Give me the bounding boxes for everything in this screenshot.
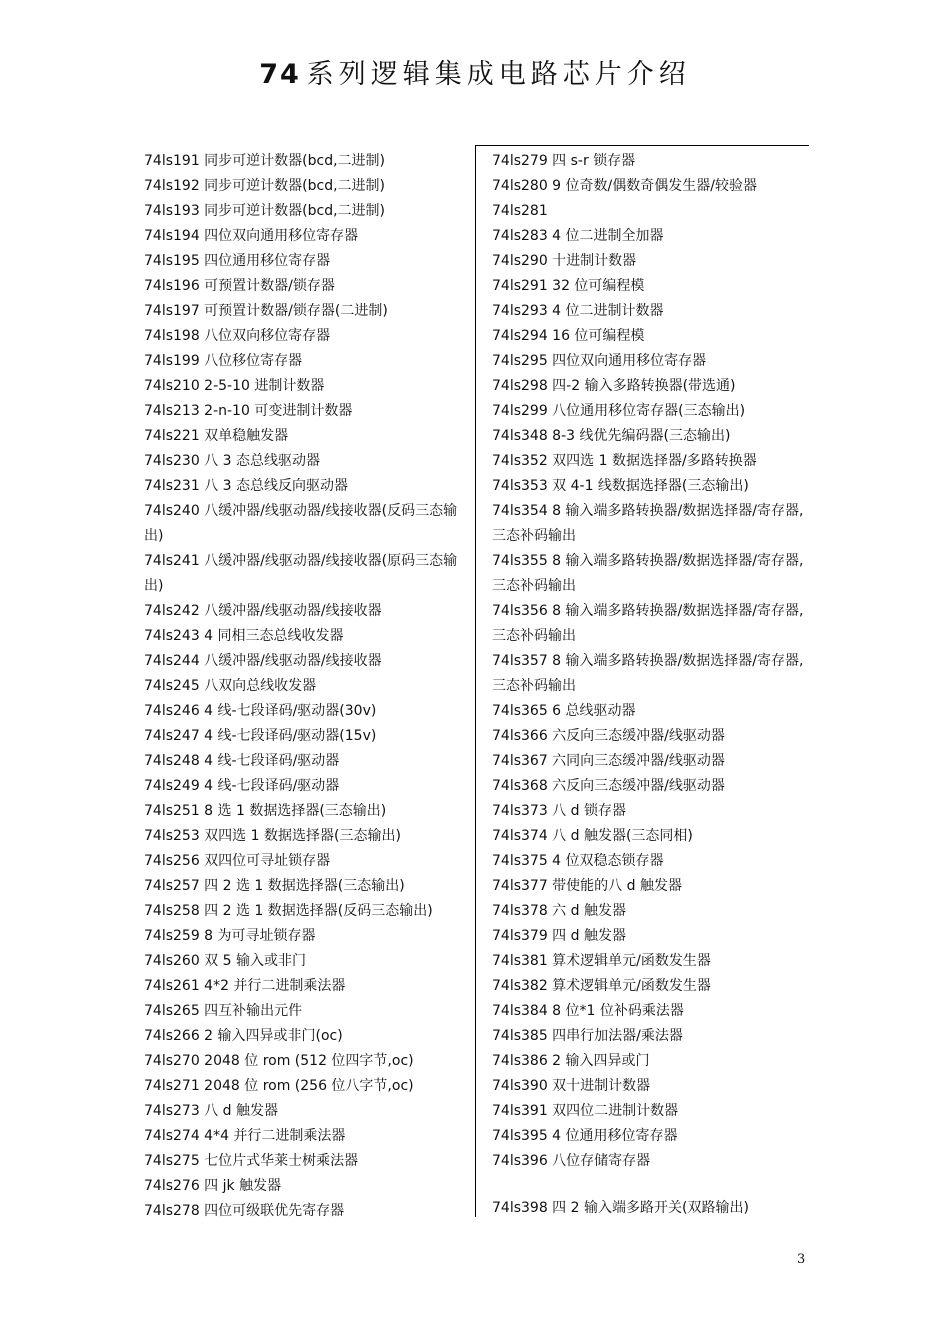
list-item: 74ls221 双单稳触发器 — [144, 428, 289, 444]
list-item: 74ls391 双四位二进制计数器 — [492, 1103, 679, 1119]
list-item: 74ls257 四 2 选 1 数据选择器(三态输出) — [144, 878, 405, 894]
list-item: 74ls241 八缓冲器/线驱动器/线接收器(原码三态输出) — [144, 553, 458, 594]
list-item: 74ls191 同步可逆计数器(bcd,二进制) — [144, 153, 386, 169]
title-text: 系列逻辑集成电路芯片介绍 — [306, 59, 691, 90]
list-item: 74ls366 六反向三态缓冲器/线驱动器 — [492, 728, 725, 744]
list-item: 74ls375 4 位双稳态锁存器 — [492, 853, 664, 869]
list-item: 74ls299 八位通用移位寄存器(三态输出) — [492, 403, 746, 419]
list-item: 74ls230 八 3 态总线驱动器 — [144, 453, 320, 469]
list-item: 74ls242 八缓冲器/线驱动器/线接收器 — [144, 603, 382, 619]
list-item: 74ls196 可预置计数器/锁存器 — [144, 278, 335, 294]
list-item: 74ls194 四位双向通用移位寄存器 — [144, 228, 359, 244]
list-item: 74ls231 八 3 态总线反向驱动器 — [144, 478, 348, 494]
list-item: 74ls373 八 d 锁存器 — [492, 803, 626, 819]
list-item: 74ls271 2048 位 rom (256 位八字节,oc) — [144, 1078, 414, 1094]
list-item: 74ls365 6 总线驱动器 — [492, 703, 636, 719]
list-item: 74ls273 八 d 触发器 — [144, 1103, 278, 1119]
list-item: 74ls274 4*4 并行二进制乘法器 — [144, 1128, 346, 1144]
list-item: 74ls395 4 位通用移位寄存器 — [492, 1128, 678, 1144]
list-item: 74ls193 同步可逆计数器(bcd,二进制) — [144, 203, 386, 219]
list-item: 74ls374 八 d 触发器(三态同相) — [492, 828, 693, 844]
list-item: 74ls249 4 线-七段译码/驱动器 — [144, 778, 340, 794]
list-item: 74ls357 8 输入端多路转换器/数据选择器/寄存器,三态补码输出 — [492, 653, 804, 694]
list-item: 74ls251 8 选 1 数据选择器(三态输出) — [144, 803, 387, 819]
list-item: 74ls245 八双向总线收发器 — [144, 678, 317, 694]
list-item: 74ls295 四位双向通用移位寄存器 — [492, 353, 707, 369]
list-item: 74ls368 六反向三态缓冲器/线驱动器 — [492, 778, 725, 794]
list-item: 74ls240 八缓冲器/线驱动器/线接收器(反码三态输出) — [144, 503, 458, 544]
column-divider — [475, 145, 476, 1217]
list-item: 74ls246 4 线-七段译码/驱动器(30v) — [144, 703, 377, 719]
list-item: 74ls290 十进制计数器 — [492, 253, 637, 269]
list-item: 74ls382 算术逻辑单元/函数发生器 — [492, 978, 711, 994]
list-item: 74ls197 可预置计数器/锁存器(二进制) — [144, 303, 388, 319]
table-top-border — [475, 145, 809, 146]
list-item: 74ls213 2-n-10 可变进制计数器 — [144, 403, 353, 419]
list-item: 74ls199 八位移位寄存器 — [144, 353, 303, 369]
list-item: 74ls265 四互补输出元件 — [144, 1003, 303, 1019]
list-item: 74ls385 四串行加法器/乘法器 — [492, 1028, 683, 1044]
list-item: 74ls352 双四选 1 数据选择器/多路转换器 — [492, 453, 757, 469]
list-item: 74ls278 四位可级联优先寄存器 — [144, 1203, 345, 1219]
page-number: 3 — [797, 1252, 806, 1267]
list-item: 74ls386 2 输入四异或门 — [492, 1053, 650, 1069]
list-item: 74ls261 4*2 并行二进制乘法器 — [144, 978, 346, 994]
list-item: 74ls275 七位片式华莱士树乘法器 — [144, 1153, 359, 1169]
list-item: 74ls198 八位双向移位寄存器 — [144, 328, 331, 344]
list-item: 74ls280 9 位奇数/偶数奇偶发生器/较验器 — [492, 178, 757, 194]
list-item: 74ls353 双 4-1 线数据选择器(三态输出) — [492, 478, 749, 494]
list-item: 74ls210 2-5-10 进制计数器 — [144, 378, 325, 394]
list-item: 74ls260 双 5 输入或非门 — [144, 953, 306, 969]
list-item: 74ls279 四 s-r 锁存器 — [492, 153, 636, 169]
list-item: 74ls378 六 d 触发器 — [492, 903, 626, 919]
list-item: 74ls276 四 jk 触发器 — [144, 1178, 282, 1194]
list-item: 74ls354 8 输入端多路转换器/数据选择器/寄存器,三态补码输出 — [492, 503, 804, 544]
list-item: 74ls356 8 输入端多路转换器/数据选择器/寄存器,三态补码输出 — [492, 603, 804, 644]
list-item: 74ls258 四 2 选 1 数据选择器(反码三态输出) — [144, 903, 433, 919]
list-item: 74ls291 32 位可编程模 — [492, 278, 645, 294]
list-item: 74ls381 算术逻辑单元/函数发生器 — [492, 953, 711, 969]
list-item: 74ls243 4 同相三态总线收发器 — [144, 628, 344, 644]
list-item: 74ls256 双四位可寻址锁存器 — [144, 853, 331, 869]
list-item: 74ls298 四-2 输入多路转换器(带选通) — [492, 378, 736, 394]
list-item: 74ls270 2048 位 rom (512 位四字节,oc) — [144, 1053, 414, 1069]
list-item: 74ls247 4 线-七段译码/驱动器(15v) — [144, 728, 377, 744]
chip-list-table — [142, 145, 809, 1217]
list-item: 74ls244 八缓冲器/线驱动器/线接收器 — [144, 653, 382, 669]
left-column — [144, 149, 469, 1224]
title-number: 74 — [259, 59, 301, 90]
list-item: 74ls384 8 位*1 位补码乘法器 — [492, 1003, 684, 1019]
list-item: 74ls281 — [492, 203, 548, 219]
list-item: 74ls253 双四选 1 数据选择器(三态输出) — [144, 828, 401, 844]
right-column — [492, 149, 808, 1221]
list-item: 74ls266 2 输入四异或非门(oc) — [144, 1028, 343, 1044]
list-item: 74ls367 六同向三态缓冲器/线驱动器 — [492, 753, 725, 769]
list-item: 74ls398 四 2 输入端多路开关(双路输出) — [492, 1200, 749, 1216]
list-item: 74ls396 八位存储寄存器 — [492, 1153, 651, 1169]
list-item: 74ls293 4 位二进制计数器 — [492, 303, 664, 319]
list-item: 74ls390 双十进制计数器 — [492, 1078, 651, 1094]
list-item: 74ls195 四位通用移位寄存器 — [144, 253, 331, 269]
list-item: 74ls192 同步可逆计数器(bcd,二进制) — [144, 178, 386, 194]
list-item: 74ls348 8-3 线优先编码器(三态输出) — [492, 428, 731, 444]
list-item: 74ls294 16 位可编程模 — [492, 328, 645, 344]
list-item: 74ls379 四 d 触发器 — [492, 928, 626, 944]
list-item: 74ls355 8 输入端多路转换器/数据选择器/寄存器,三态补码输出 — [492, 553, 804, 594]
list-item: 74ls259 8 为可寻址锁存器 — [144, 928, 316, 944]
document-title — [0, 52, 950, 91]
list-item: 74ls377 带使能的八 d 触发器 — [492, 878, 682, 894]
list-item: 74ls283 4 位二进制全加器 — [492, 228, 664, 244]
list-item: 74ls248 4 线-七段译码/驱动器 — [144, 753, 340, 769]
